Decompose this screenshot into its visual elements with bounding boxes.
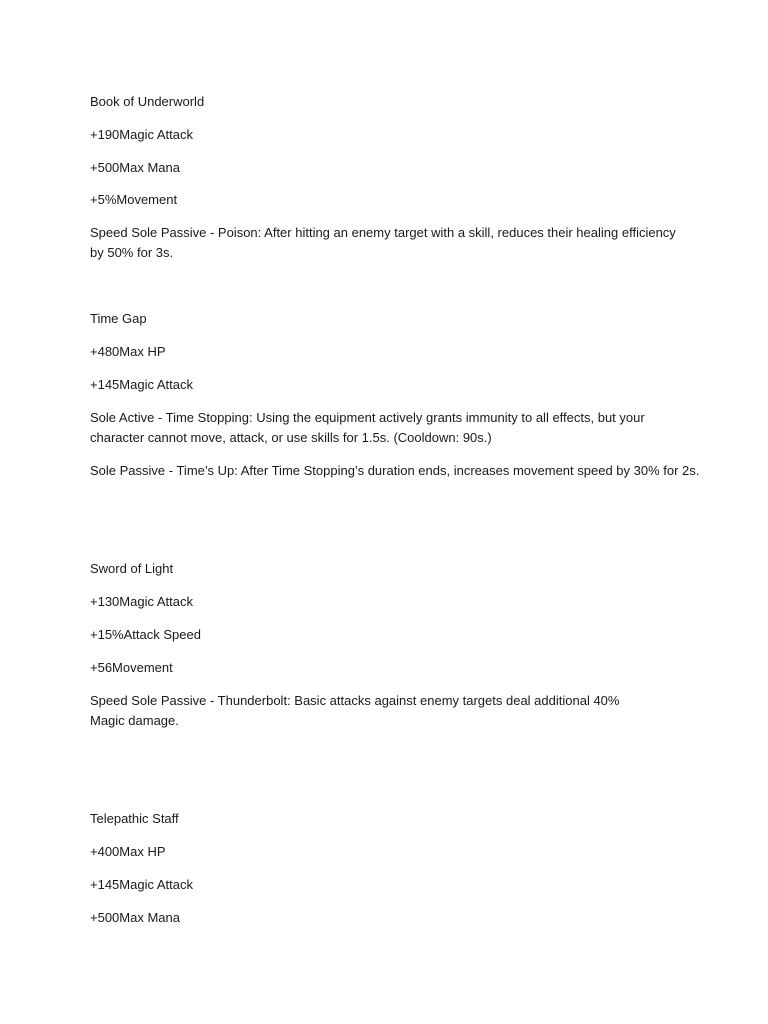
item-title: Book of Underworld bbox=[90, 94, 205, 109]
item-stat: +56Movement bbox=[90, 660, 173, 675]
item-passive: Sole Passive - Time’s Up: After Time Stopping’s duration ends, increases movement speed by 30% for 2s. bbox=[90, 463, 700, 478]
item-stat: +480Max HP bbox=[90, 344, 166, 359]
item-stat: +15%Attack Speed bbox=[90, 627, 201, 642]
item-active: Sole Active - Time Stopping: Using the equipment actively grants immunity to all effects, but your character cannot move, attack, or use skills for 1.5s. (Cooldown: 90s.) bbox=[90, 410, 645, 445]
item-passive: Speed Sole Passive - Thunderbolt: Basic attacks against enemy targets deal additional 40% Magic damage. bbox=[90, 693, 620, 728]
item-stat: +190Magic Attack bbox=[90, 127, 193, 142]
item-title: Telepathic Staff bbox=[90, 811, 179, 826]
item-title: Sword of Light bbox=[90, 561, 174, 576]
item-passive: Speed Sole Passive - Poison: After hitting an enemy target with a skill, reduces their healing efficiency by 50% for 3s. bbox=[90, 225, 676, 260]
item-stat: +500Max Mana bbox=[90, 160, 180, 175]
item-stat: +130Magic Attack bbox=[90, 594, 193, 609]
item-stat: +145Magic Attack bbox=[90, 877, 193, 892]
item-stat: +145Magic Attack bbox=[90, 377, 193, 392]
item-stat: +5%Movement bbox=[90, 192, 178, 207]
item-stat: +400Max HP bbox=[90, 844, 166, 859]
item-title: Time Gap bbox=[90, 311, 147, 326]
item-stat: +500Max Mana bbox=[90, 910, 180, 925]
